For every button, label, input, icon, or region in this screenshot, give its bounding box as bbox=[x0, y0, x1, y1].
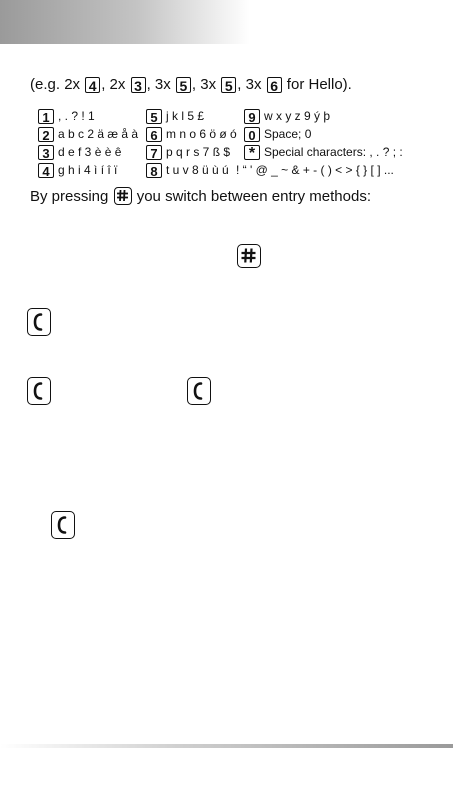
key-entry bbox=[38, 163, 117, 178]
key-entry bbox=[236, 163, 394, 177]
key-3-icon: 3 bbox=[38, 145, 54, 160]
key-2-icon: 2 bbox=[38, 127, 54, 142]
key-chars: , . ? ! 1 bbox=[58, 109, 95, 123]
key-chars: m n o 6 ö ø ó bbox=[166, 127, 237, 141]
footer-gradient-band bbox=[0, 744, 453, 748]
key-entry bbox=[244, 109, 330, 124]
key-entry bbox=[244, 127, 311, 142]
example-sep-1: , bbox=[101, 76, 110, 93]
phone-handset-key-icon bbox=[187, 377, 211, 405]
example-count-2: 2x bbox=[109, 76, 126, 93]
switch-text-after: you switch between entry methods: bbox=[132, 188, 372, 205]
key-entry bbox=[38, 145, 121, 160]
key-entry bbox=[146, 163, 229, 178]
phone-handset-key-icon bbox=[27, 377, 51, 405]
key-entry bbox=[146, 127, 237, 142]
key-entry bbox=[244, 145, 403, 160]
example-line bbox=[30, 76, 352, 93]
example-key-2: 3 bbox=[131, 77, 146, 93]
example-key-4: 5 bbox=[221, 77, 236, 93]
hash-key-icon bbox=[237, 244, 261, 268]
example-count-5: 3x bbox=[245, 76, 262, 93]
switch-entry-line bbox=[30, 187, 371, 205]
key-chars: j k l 5 £ bbox=[166, 109, 205, 123]
example-prefix: (e.g. bbox=[30, 76, 65, 93]
switch-text-before: By pressing bbox=[30, 188, 113, 205]
key-entry bbox=[146, 145, 230, 160]
example-key-3: 5 bbox=[176, 77, 191, 93]
key-5-icon: 5 bbox=[146, 109, 162, 124]
example-sep-4: , bbox=[237, 76, 246, 93]
example-key-5: 6 bbox=[267, 77, 282, 93]
key-4-icon: 4 bbox=[38, 163, 54, 178]
key-1-icon: 1 bbox=[38, 109, 54, 124]
key-chars: d e f 3 è è ê bbox=[58, 145, 122, 159]
example-key-1: 4 bbox=[85, 77, 100, 93]
phone-handset-key-icon bbox=[27, 308, 51, 336]
example-count-1: 2x bbox=[64, 76, 81, 93]
header-gradient-band bbox=[0, 0, 250, 44]
key-entry bbox=[38, 109, 95, 124]
key-chars: Space; 0 bbox=[264, 127, 312, 141]
key-entry bbox=[38, 127, 138, 142]
key-chars: ! “ ' @ _ ~ & + - ( ) < > { } [ ] ... bbox=[236, 163, 394, 177]
key-entry bbox=[146, 109, 204, 124]
example-sep-2: , bbox=[146, 76, 155, 93]
key-chars: w x y z 9 ý þ bbox=[264, 109, 331, 123]
key-9-icon: 9 bbox=[244, 109, 260, 124]
star-key-icon: * bbox=[244, 145, 260, 160]
key-0-icon: 0 bbox=[244, 127, 260, 142]
key-chars: t u v 8 ü ù ú bbox=[166, 163, 229, 177]
key-6-icon: 6 bbox=[146, 127, 162, 142]
example-count-4: 3x bbox=[200, 76, 217, 93]
hash-key-icon bbox=[114, 187, 132, 205]
key-chars: Special characters: , . ? ; : bbox=[264, 145, 403, 159]
key-chars: g h i 4 ì í î ï bbox=[58, 163, 118, 177]
phone-handset-key-icon bbox=[51, 511, 75, 539]
key-8-icon: 8 bbox=[146, 163, 162, 178]
key-7-icon: 7 bbox=[146, 145, 162, 160]
example-sep-3: , bbox=[191, 76, 201, 93]
key-chars: p q r s 7 ß $ bbox=[166, 145, 231, 159]
example-count-3: 3x bbox=[154, 76, 171, 93]
key-chars: a b c 2 ä æ å à bbox=[58, 127, 139, 141]
example-suffix: for Hello). bbox=[282, 76, 352, 93]
